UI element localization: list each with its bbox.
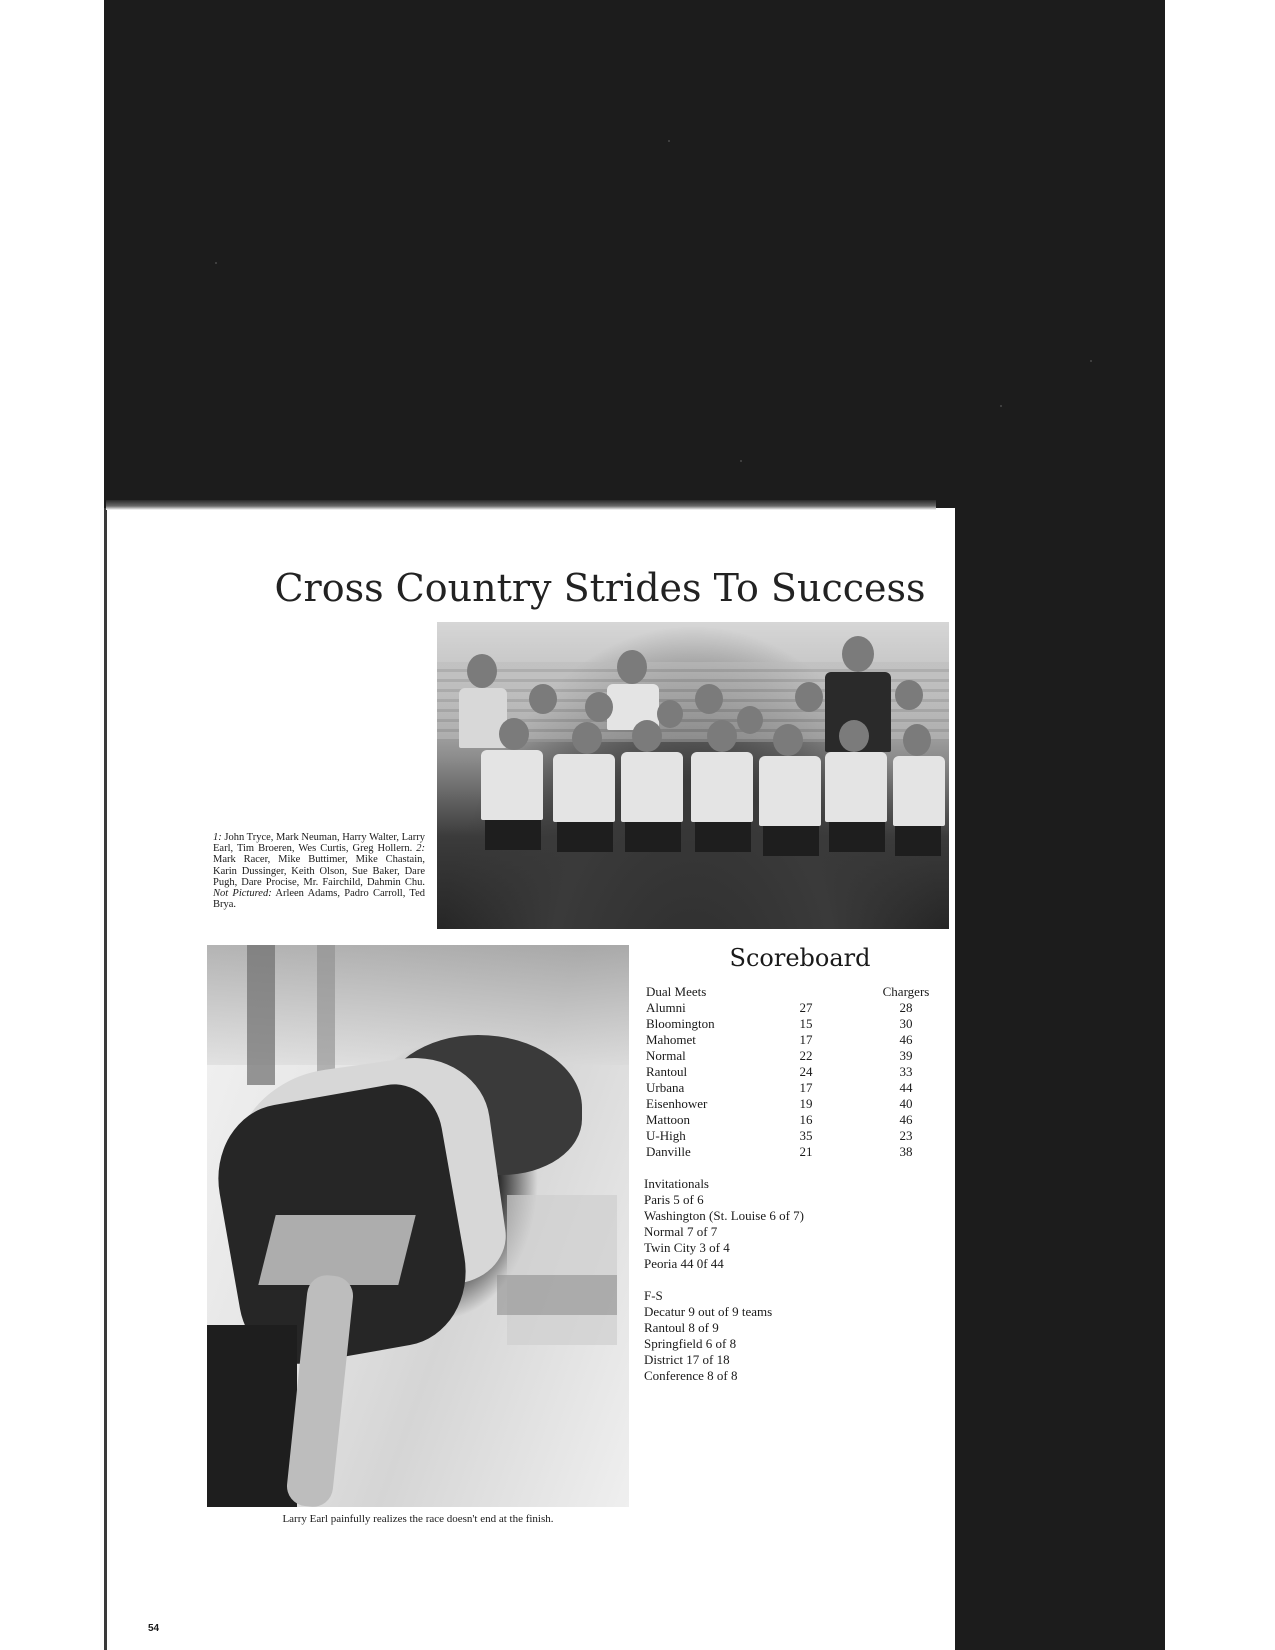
bench-background bbox=[497, 1275, 617, 1315]
result-item: Decatur 9 out of 9 teams bbox=[644, 1304, 773, 1319]
chargers-score: 44 bbox=[899, 1080, 913, 1095]
result-item: Conference 8 of 8 bbox=[644, 1368, 738, 1383]
page-number: 54 bbox=[148, 1623, 160, 1634]
chargers-score: 46 bbox=[899, 1032, 913, 1047]
runner-head bbox=[839, 720, 869, 752]
result-item: Normal 7 of 7 bbox=[644, 1224, 718, 1239]
dust-speck bbox=[740, 460, 742, 462]
opponent-score: 17 bbox=[799, 1032, 813, 1047]
invitationals-label: Invitationals bbox=[644, 1176, 709, 1191]
chargers-score: 28 bbox=[899, 1000, 913, 1015]
opponent-score: 19 bbox=[799, 1096, 813, 1111]
chargers-score: 40 bbox=[899, 1096, 913, 1111]
page-title: Cross Country Strides To Success bbox=[274, 566, 926, 610]
runner-head bbox=[617, 650, 647, 684]
tree-trunk bbox=[247, 945, 275, 1085]
chargers-score: 33 bbox=[899, 1064, 913, 1079]
runner-jersey bbox=[759, 756, 821, 826]
caption-row-1-label: 1: bbox=[213, 832, 222, 843]
runner-head bbox=[737, 706, 763, 734]
chargers-column-header: Chargers bbox=[882, 984, 930, 999]
runner-shorts bbox=[763, 826, 819, 856]
scan-background-top bbox=[104, 0, 1165, 508]
caption-not-pictured-label: Not Pictured: bbox=[213, 888, 272, 900]
dust-speck bbox=[668, 140, 670, 142]
opponent-name: Urbana bbox=[646, 1080, 685, 1095]
runner-photo bbox=[207, 945, 629, 1507]
opponent-score: 17 bbox=[799, 1080, 813, 1095]
runner-head bbox=[585, 692, 613, 722]
team-photo bbox=[437, 622, 949, 929]
opponent-score: 16 bbox=[799, 1112, 813, 1127]
opponent-name: Bloomington bbox=[646, 1016, 715, 1031]
opponent-name: Rantoul bbox=[646, 1064, 688, 1079]
runner-head bbox=[632, 720, 662, 752]
opponent-name: Alumni bbox=[646, 1000, 686, 1015]
opponent-name: Mahomet bbox=[646, 1032, 696, 1047]
jersey-lettering bbox=[258, 1215, 415, 1285]
caption-row-1-names: John Tryce, Mark Neuman, Harry Walter, Larry Earl, Tim Broeren, Wes Curtis, Greg Hollern. bbox=[213, 832, 425, 855]
runner-head bbox=[773, 724, 803, 756]
bench-background bbox=[507, 1195, 617, 1345]
dust-speck bbox=[1000, 405, 1002, 407]
runner-jersey bbox=[893, 756, 945, 826]
result-item: Twin City 3 of 4 bbox=[644, 1240, 730, 1255]
caption-row-2-label: 2: bbox=[416, 843, 425, 855]
result-item: Springfield 6 of 8 bbox=[644, 1336, 737, 1351]
runner-head bbox=[895, 680, 923, 710]
chargers-score: 38 bbox=[899, 1144, 913, 1159]
result-item: Rantoul 8 of 9 bbox=[644, 1320, 719, 1335]
caption-not-pictured-names: Arleen Adams, Padro Carroll, Ted Brya. bbox=[213, 888, 425, 911]
opponent-name: Normal bbox=[646, 1048, 686, 1063]
scan-background-right bbox=[955, 508, 1165, 1650]
runner-head bbox=[572, 722, 602, 754]
opponent-score: 24 bbox=[799, 1064, 813, 1079]
runner-jersey bbox=[621, 752, 683, 822]
runner-jersey bbox=[553, 754, 615, 822]
result-item: Washington (St. Louise 6 of 7) bbox=[644, 1208, 804, 1223]
runner-shorts bbox=[557, 822, 613, 852]
coach-head bbox=[842, 636, 874, 672]
scan-left-edge bbox=[104, 508, 107, 1650]
runner-head bbox=[467, 654, 497, 688]
runner-shorts bbox=[895, 826, 941, 856]
runner-shorts bbox=[207, 1325, 297, 1507]
opponent-name: Eisenhower bbox=[646, 1096, 708, 1111]
runner-head bbox=[499, 718, 529, 750]
runner-head bbox=[903, 724, 931, 756]
opponent-score: 15 bbox=[799, 1016, 813, 1031]
dust-speck bbox=[1090, 360, 1092, 362]
fs-label: F-S bbox=[644, 1288, 663, 1303]
scoreboard-title: Scoreboard bbox=[729, 944, 871, 972]
page-seam bbox=[106, 500, 936, 510]
chargers-score: 46 bbox=[899, 1112, 913, 1127]
runner-shorts bbox=[625, 822, 681, 852]
caption-row-2-names: Mark Racer, Mike Buttimer, Mike Chastain, Karin Dussinger, Keith Olson, Sue Baker, Dare Pugh, Dare Procise, Mr. Fairchild, Dahmin Chu. bbox=[213, 854, 425, 888]
runner-head bbox=[707, 720, 737, 752]
opponent-score: 35 bbox=[799, 1128, 813, 1143]
dust-speck bbox=[215, 262, 217, 264]
opponent-name: Mattoon bbox=[646, 1112, 691, 1127]
dual-meets-label: Dual Meets bbox=[646, 984, 707, 999]
runner-head bbox=[529, 684, 557, 714]
runner-head bbox=[795, 682, 823, 712]
runner-jersey bbox=[691, 752, 753, 822]
runner-head bbox=[695, 684, 723, 714]
opponent-name: Danville bbox=[646, 1144, 691, 1159]
chargers-score: 30 bbox=[899, 1016, 913, 1031]
chargers-score: 23 bbox=[899, 1128, 913, 1143]
result-item: Paris 5 of 6 bbox=[644, 1192, 704, 1207]
runner-jersey bbox=[825, 752, 887, 822]
opponent-score: 22 bbox=[799, 1048, 813, 1063]
chargers-score: 39 bbox=[899, 1048, 913, 1063]
runner-photo-caption: Larry Earl painfully realizes the race doesn't end at the finish. bbox=[282, 1513, 554, 1525]
team-photo-caption bbox=[213, 832, 425, 910]
result-item: Peoria 44 0f 44 bbox=[644, 1256, 724, 1271]
runner-jersey bbox=[481, 750, 543, 820]
runner-shorts bbox=[695, 822, 751, 852]
runner-shorts bbox=[485, 820, 541, 850]
opponent-score: 21 bbox=[799, 1144, 813, 1159]
opponent-score: 27 bbox=[799, 1000, 813, 1015]
fs-list bbox=[644, 1288, 772, 1384]
invitationals-list bbox=[644, 1176, 804, 1272]
result-item: District 17 of 18 bbox=[644, 1352, 730, 1367]
runner-head bbox=[657, 700, 683, 728]
opponent-name: U-High bbox=[646, 1128, 686, 1143]
runner-shorts bbox=[829, 822, 885, 852]
